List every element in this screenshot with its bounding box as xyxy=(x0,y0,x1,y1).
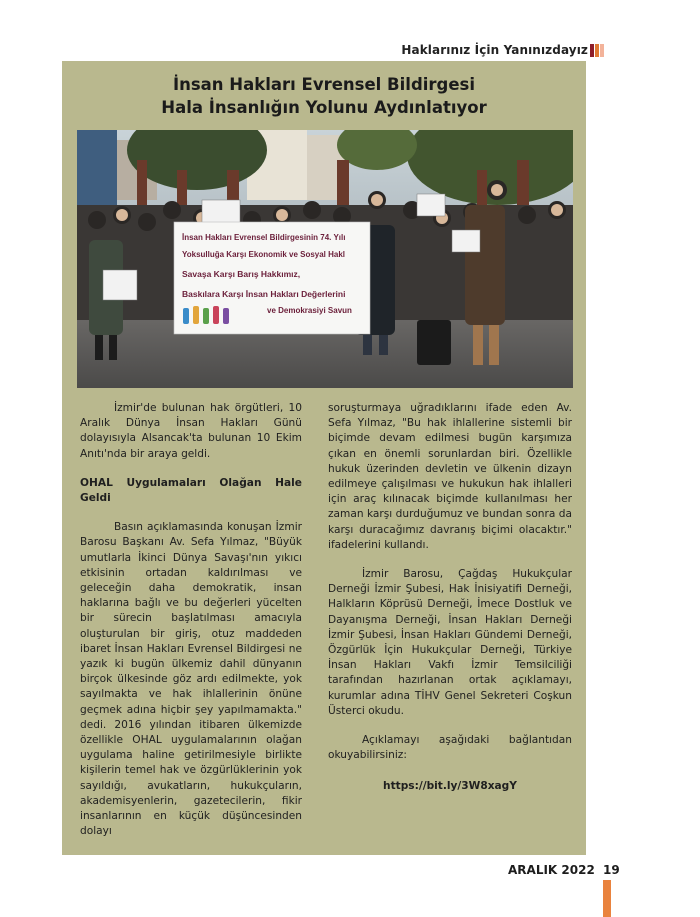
article-column-left xyxy=(80,401,302,839)
banner-line-4: Baskılara Karşı İnsan Hakları Değerlerini xyxy=(182,289,346,299)
banner-line-3: Savaşa Karşı Barış Hakkımız, xyxy=(182,269,301,279)
header-color-marks xyxy=(590,44,604,57)
section-subheading: OHAL Uygulamaları Olağan Hale Geldi xyxy=(80,476,302,505)
banner-line-2: Yoksulluğa Karşı Ekonomik ve Sosyal Hakl xyxy=(182,250,346,259)
page-number: 19 xyxy=(603,863,620,877)
title-line-2: Hala İnsanlığın Yolunu Aydınlatıyor xyxy=(161,98,487,117)
banner-line-5: ve Demokrasiyi Savun xyxy=(267,306,352,315)
article-title xyxy=(62,73,586,119)
title-line-1: İnsan Hakları Evrensel Bildirgesi xyxy=(172,75,476,94)
paragraph-4: Açıklamayı aşağıdaki bağlantıdan okuyabilirsiniz: xyxy=(328,734,572,762)
paragraph-3: İzmir Barosu, Çağdaş Hukukçular Derneği İzmir Şubesi, Hak İnisiyatifi Derneği, Halkların Köprüsü Derneği, İmece Dostluk ve Dayanışma Derneği, İnsan Hakları Derneği İzmir Şubesi, İnsan Hakları Gündemi Derneği, Özgürlük İçin Hukukçular Derneği, Türkiye İnsan Hakları Vakfı İzmir Temsilciliği tarafından hazırlanan ortak açıklamayı, kurumlar adına TİHV Genel Sekreteri Coşkun Üsterci okudu. xyxy=(328,568,572,717)
protest-photo xyxy=(77,130,573,388)
paragraph-2-continued: soruşturmaya uğradıklarını ifade eden Av. Sefa Yılmaz, "Bu hak ihlallerine sistemli bir biçimde devam edilmesi bugün karşımıza çıkan en önemli sorunlardan biri. Özellikle hukuk üzerinden devletin ve ülkenin dizayn edilmeye çalışılması ve hukukun hak ihlalleri için araç kılınacak biçimde kullanılması her zaman karşı durduğumuz ve bundan sonra da karşı duracağımız davranış biçimi olacaktır." ifadelerini kullandı. xyxy=(328,402,572,551)
paragraph-2: Basın açıklamasında konuşan İzmir Barosu Başkanı Av. Sefa Yılmaz, "Büyük umutlarla İkinci Dünya Savaşı'nın yıkıcı etkisinin ortadan kaldırılması ve geleceğin daha demokratik, insan haklarına bağlı ve bu değerleri yücelten bir sürecin başlatılması amacıyla oluşturulan bir giriş, otuz maddeden ibaret İnsan Hakları Evrensel Bildirgesi ne yazık ki bugün ülkemiz dahil dünyanın birçok ülkesinde göz ardı edilmekte, yok sayılmakta ve hak ihlallerinin önüne geçmek adına hiçbir şey yapılmamakta." dedi. 2016 yılından itibaren ülkemizde özellikle OHAL uygulamalarının olağan uygulama haline getirilmesiyle birlikte kişilerin temel hak ve özgürlüklerinin yok sayıldığı, avukatların, hukukçuların, akademisyenlerin, gazetecilerin, fikir insanlarının en küçük düşüncesinden dolayı xyxy=(80,521,302,838)
running-head: Haklarınız İçin Yanınızdayız xyxy=(401,43,588,57)
footer-accent-bar xyxy=(603,880,611,917)
issue-date: ARALIK 2022 xyxy=(508,863,595,877)
article-panel xyxy=(62,61,586,855)
article-column-right xyxy=(328,401,572,795)
intro-paragraph: İzmir'de bulunan hak örgütleri, 10 Aralık Dünya İnsan Hakları Günü dolayısıyla Alsancak'ta bulunan 10 Ekim Anıtı'nda bir araya geldi. xyxy=(80,402,302,460)
statement-link[interactable]: https://bit.ly/3W8xagY xyxy=(383,780,517,793)
banner-line-1: İnsan Hakları Evrensel Bildirgesinin 74. Yılı xyxy=(182,233,346,242)
